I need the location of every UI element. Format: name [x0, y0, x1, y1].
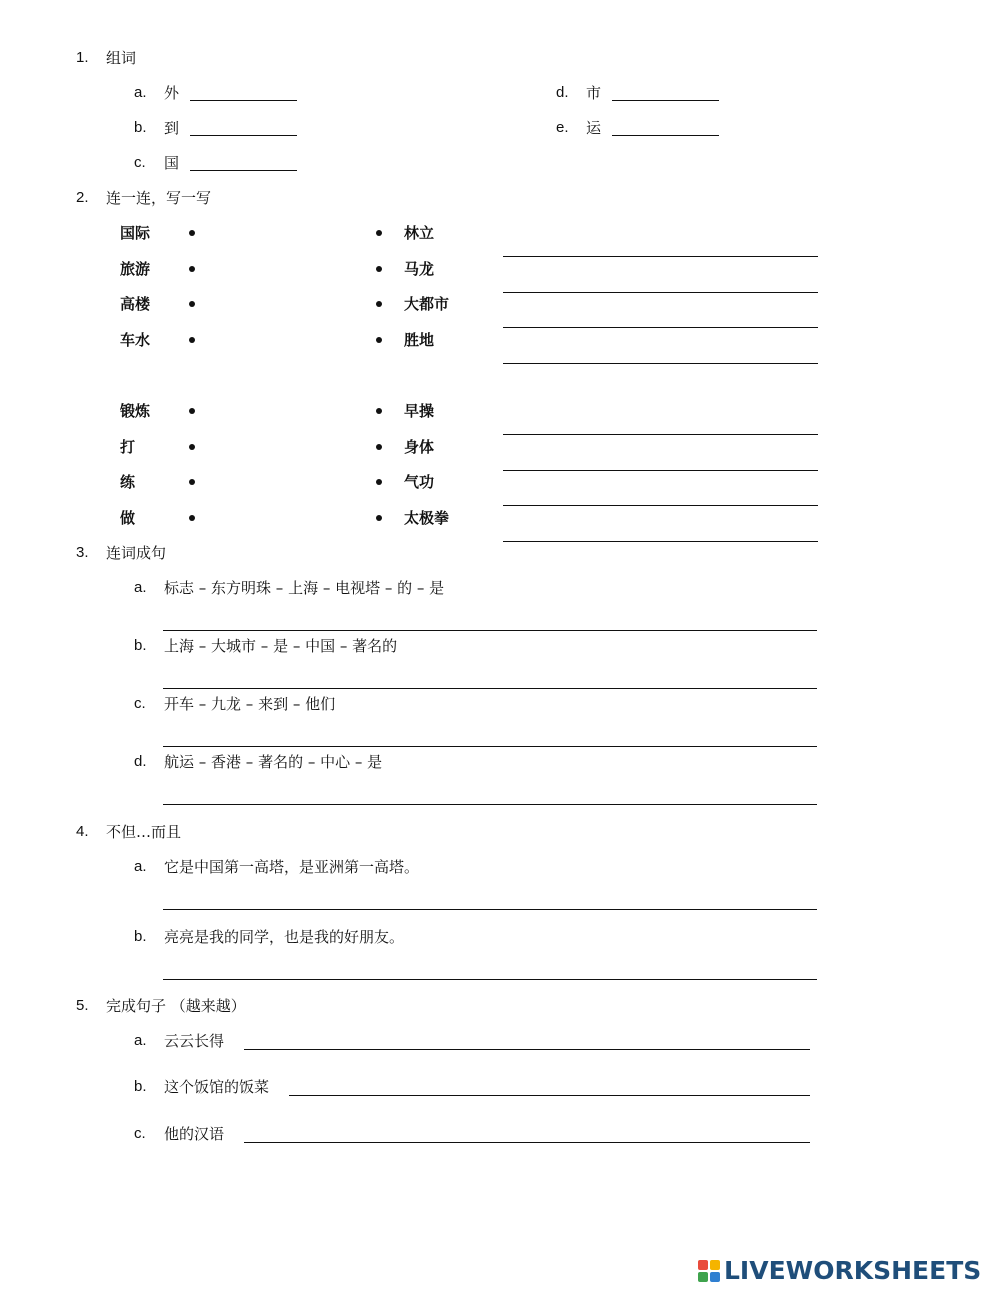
question-number: 1. [76, 49, 89, 66]
match-dot-left[interactable] [189, 301, 195, 307]
match-dot-right[interactable] [376, 230, 382, 236]
item-text: 上海 – 大城市 – 是 – 中国 – 著名的 [164, 637, 398, 655]
match-left-word: 锻炼 [120, 402, 151, 420]
question-title: 连词成句 [106, 544, 167, 562]
item-letter: c. [134, 154, 146, 171]
answer-blank[interactable] [612, 100, 719, 101]
answer-line[interactable] [503, 434, 818, 435]
item-letter: b. [134, 1078, 147, 1095]
item-letter: a. [134, 579, 147, 596]
item-text: 它是中国第一高塔，是亚洲第一高塔。 [164, 858, 420, 876]
logo-square [698, 1260, 708, 1270]
item-letter: b. [134, 637, 147, 654]
match-right-word: 气功 [404, 473, 435, 491]
match-right-word: 林立 [404, 224, 435, 242]
question-title: 组词 [106, 49, 137, 67]
answer-line[interactable] [503, 292, 818, 293]
liveworksheets-logo [698, 1258, 981, 1284]
match-left-word: 车水 [120, 331, 151, 349]
item-letter: a. [134, 84, 147, 101]
item-char: 国 [164, 154, 180, 172]
item-letter: c. [134, 1125, 146, 1142]
question-number: 3. [76, 544, 89, 561]
answer-line[interactable] [163, 746, 817, 747]
match-left-word: 高楼 [120, 295, 151, 313]
match-right-word: 大都市 [404, 295, 450, 313]
match-dot-left[interactable] [189, 230, 195, 236]
item-text: 航运 – 香港 – 著名的 – 中心 – 是 [164, 753, 383, 771]
item-char: 到 [164, 119, 180, 137]
item-letter: d. [556, 84, 569, 101]
match-right-word: 胜地 [404, 331, 435, 349]
item-text: 标志 – 东方明珠 – 上海 – 电视塔 – 的 – 是 [164, 579, 445, 597]
item-char: 市 [586, 84, 602, 102]
logo-square [710, 1272, 720, 1282]
answer-line[interactable] [503, 363, 818, 364]
match-left-word: 打 [120, 438, 136, 456]
item-letter: a. [134, 1032, 147, 1049]
match-dot-left[interactable] [189, 408, 195, 414]
item-letter: b. [134, 119, 147, 136]
item-char: 运 [586, 119, 602, 137]
answer-line[interactable] [503, 327, 818, 328]
logo-square [698, 1272, 708, 1282]
item-text: 亮亮是我的同学，也是我的好朋友。 [164, 928, 405, 946]
answer-line[interactable] [163, 804, 817, 805]
match-dot-left[interactable] [189, 444, 195, 450]
match-dot-right[interactable] [376, 408, 382, 414]
item-letter: b. [134, 928, 147, 945]
match-right-word: 身体 [404, 438, 435, 456]
answer-line[interactable] [503, 470, 818, 471]
answer-blank[interactable] [190, 100, 297, 101]
match-left-word: 旅游 [120, 260, 151, 278]
match-left-word: 练 [120, 473, 136, 491]
item-text: 这个饭馆的饭菜 [164, 1078, 270, 1096]
question-number: 5. [76, 997, 89, 1014]
item-letter: e. [556, 119, 569, 136]
match-right-word: 太极拳 [404, 509, 450, 527]
item-text: 云云长得 [164, 1032, 225, 1050]
answer-line[interactable] [163, 688, 817, 689]
item-text: 他的汉语 [164, 1125, 225, 1143]
answer-line[interactable] [163, 979, 817, 980]
question-title: 完成句子 （越来越） [106, 997, 246, 1015]
answer-line[interactable] [503, 541, 818, 542]
answer-line[interactable] [503, 256, 818, 257]
answer-line[interactable] [244, 1142, 810, 1143]
match-left-word: 国际 [120, 224, 151, 242]
answer-line[interactable] [503, 505, 818, 506]
item-char: 外 [164, 84, 180, 102]
answer-blank[interactable] [612, 135, 719, 136]
match-dot-right[interactable] [376, 337, 382, 343]
match-dot-right[interactable] [376, 301, 382, 307]
item-letter: d. [134, 753, 147, 770]
match-left-word: 做 [120, 509, 136, 527]
match-right-word: 早操 [404, 402, 435, 420]
question-title: 连一连，写一写 [106, 189, 212, 207]
answer-line[interactable] [289, 1095, 810, 1096]
match-dot-left[interactable] [189, 337, 195, 343]
item-letter: c. [134, 695, 146, 712]
item-letter: a. [134, 858, 147, 875]
item-text: 开车 – 九龙 – 来到 – 他们 [164, 695, 336, 713]
match-dot-right[interactable] [376, 444, 382, 450]
match-dot-left[interactable] [189, 515, 195, 521]
answer-line[interactable] [244, 1049, 810, 1050]
match-dot-left[interactable] [189, 479, 195, 485]
logo-square [710, 1260, 720, 1270]
match-right-word: 马龙 [404, 260, 435, 278]
match-dot-right[interactable] [376, 479, 382, 485]
question-number: 4. [76, 823, 89, 840]
brand-name: LIVEWORKSHEETS [724, 1256, 982, 1285]
match-dot-right[interactable] [376, 515, 382, 521]
question-title: 不但…而且 [106, 823, 182, 841]
answer-line[interactable] [163, 909, 817, 910]
answer-line[interactable] [163, 630, 817, 631]
question-number: 2. [76, 189, 89, 206]
logo-mark-icon [698, 1260, 720, 1282]
match-dot-right[interactable] [376, 266, 382, 272]
answer-blank[interactable] [190, 170, 297, 171]
answer-blank[interactable] [190, 135, 297, 136]
match-dot-left[interactable] [189, 266, 195, 272]
